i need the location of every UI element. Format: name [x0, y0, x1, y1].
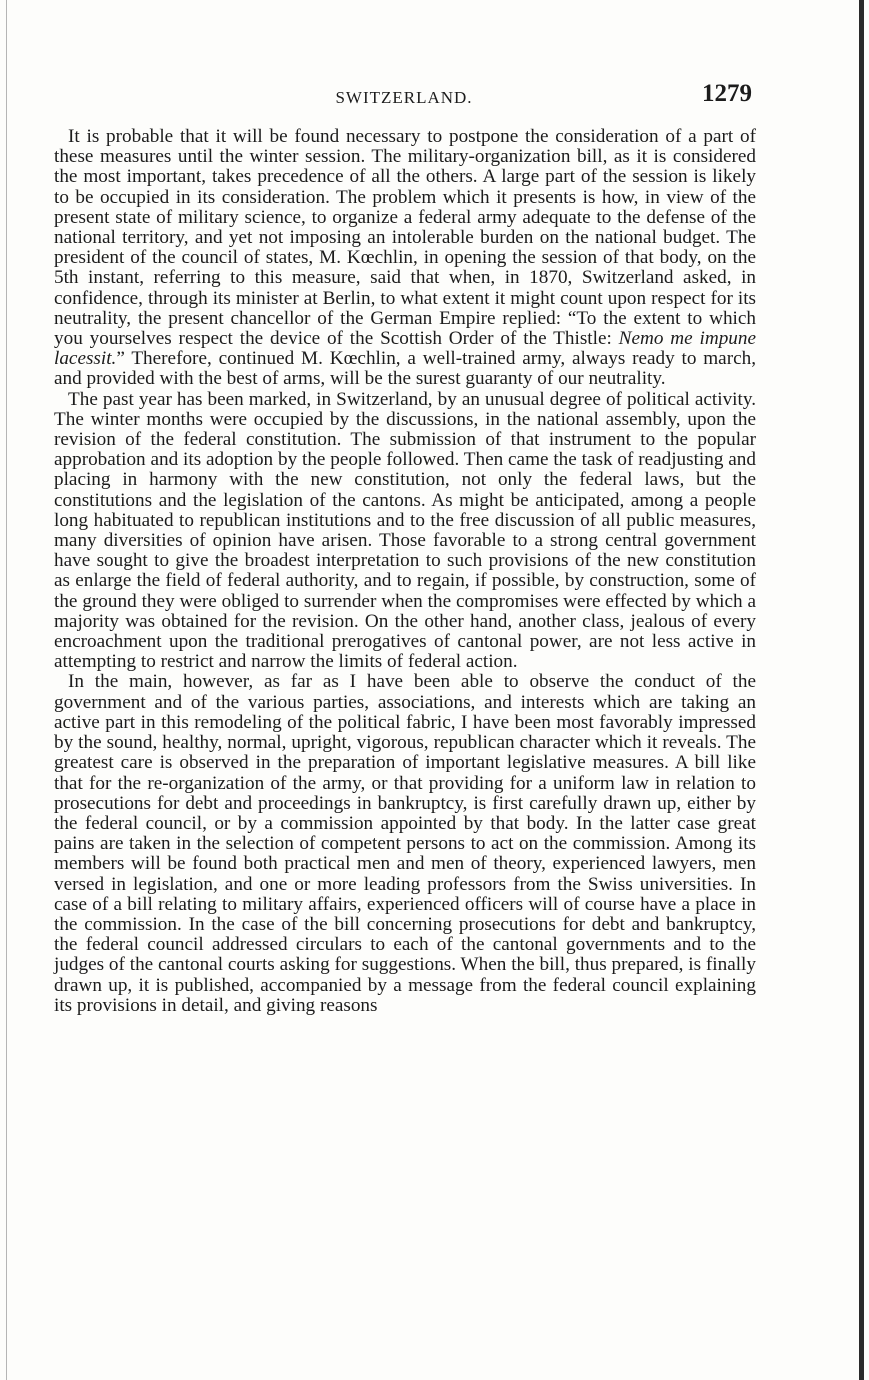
running-title: SWITZERLAND. — [335, 88, 473, 107]
paragraph-neutrality: It is probable that it will be found necessary to postpone the consideration of a part of these measures until the winter session. The military-organization bill, as it is considered the most important, takes precedence of all the others. A large part of the session is likely to be occupied in its consideration. The problem which it presents is how, in view of the present state of military science, to organize a federal army adequate to the defense of the national territory, and yet not imposing an intolerable burden on the national budget. The president of the council of states, M. Kœchlin, in opening the session of that body, on the 5th instant, referring to this measure, said that when, in 1870, Switzerland asked, in confidence, through its minister at Berlin, to what extent it might count upon respect for its neutrality, the present chancellor of the German Empire replied: “To the extent to which you yourselves respect the device of the Scottish Order of the Thistle: Nemo me impune lacessit.” Therefore, continued M. Kœchlin, a well-trained army, always ready to march, and provided with the best of arms, will be the surest guaranty of our neutrality. — [54, 126, 757, 390]
page-left-edge — [6, 0, 7, 1380]
body-text — [54, 127, 756, 1016]
paragraph-political-activity: The past year has been marked, in Switzerland, by an unusual degree of political activity. The winter months were occupied by the discussions, in the national assembly, upon the revision of the federal constitution. The submission of that instrument to the popular approbation and its adoption by the people followed. Then came the task of readjusting and placing in harmony with the new constitution, not only the federal laws, but the constitutions and the legislation of the cantons. As might be anticipated, among a people long habituated to republican institutions and to the free discussion of all public measures, many diversities of opinion have arisen. Those favorable to a strong central government have sought to give the broadest interpretation to such provisions of the new constitution as enlarge the field of federal authority, and to regain, if possible, by construction, some of the ground they were obliged to surrender when the compromises were effected by which a majority was obtained for the revision. On the other hand, another class, jealous of every encroachment upon the traditional prerogatives of cantonal power, are not less active in attempting to restrict and narrow the limits of federal action. — [54, 388, 756, 673]
paragraph-legislative-process: In the main, however, as far as I have been able to observe the conduct of the government and of the various parties, associations, and interests which are taking an active part in this remodeling of the political fabric, I have been most favorably impressed by the sound, healthy, normal, upright, vigorous, republican character which it reveals. The greatest care is observed in the preparation of important legislative measures. A bill like that for the re-organization of the army, or that providing for a uniform law in relation to prosecutions for debt and proceedings in bankruptcy, is first carefully drawn up, either by the federal council, or by a commission appointed by that body. In the latter case great pains are taken in the selection of competent persons to act on the commission. Among its members will be found both practical men and men of theory, experienced lawyers, men versed in legislation, and one or more leading professors from the Swiss universities. In case of a bill relating to military affairs, experienced officers will of course have a place in the commission. In the case of the bill concerning prosecutions for debt and bankruptcy, the federal council addressed circulars to each of the cantonal governments and to the judges of the cantonal courts asking for suggestions. When the bill, thus prepared, is finally drawn up, it is published, accompanied by a message from the federal council explaining its provisions in detail, and giving reasons — [54, 671, 756, 1016]
page-right-edge — [859, 0, 864, 1380]
running-head — [54, 80, 754, 112]
page-number: 1279 — [702, 80, 752, 107]
latin-motto: Nemo me impune lacessit. — [54, 328, 757, 370]
